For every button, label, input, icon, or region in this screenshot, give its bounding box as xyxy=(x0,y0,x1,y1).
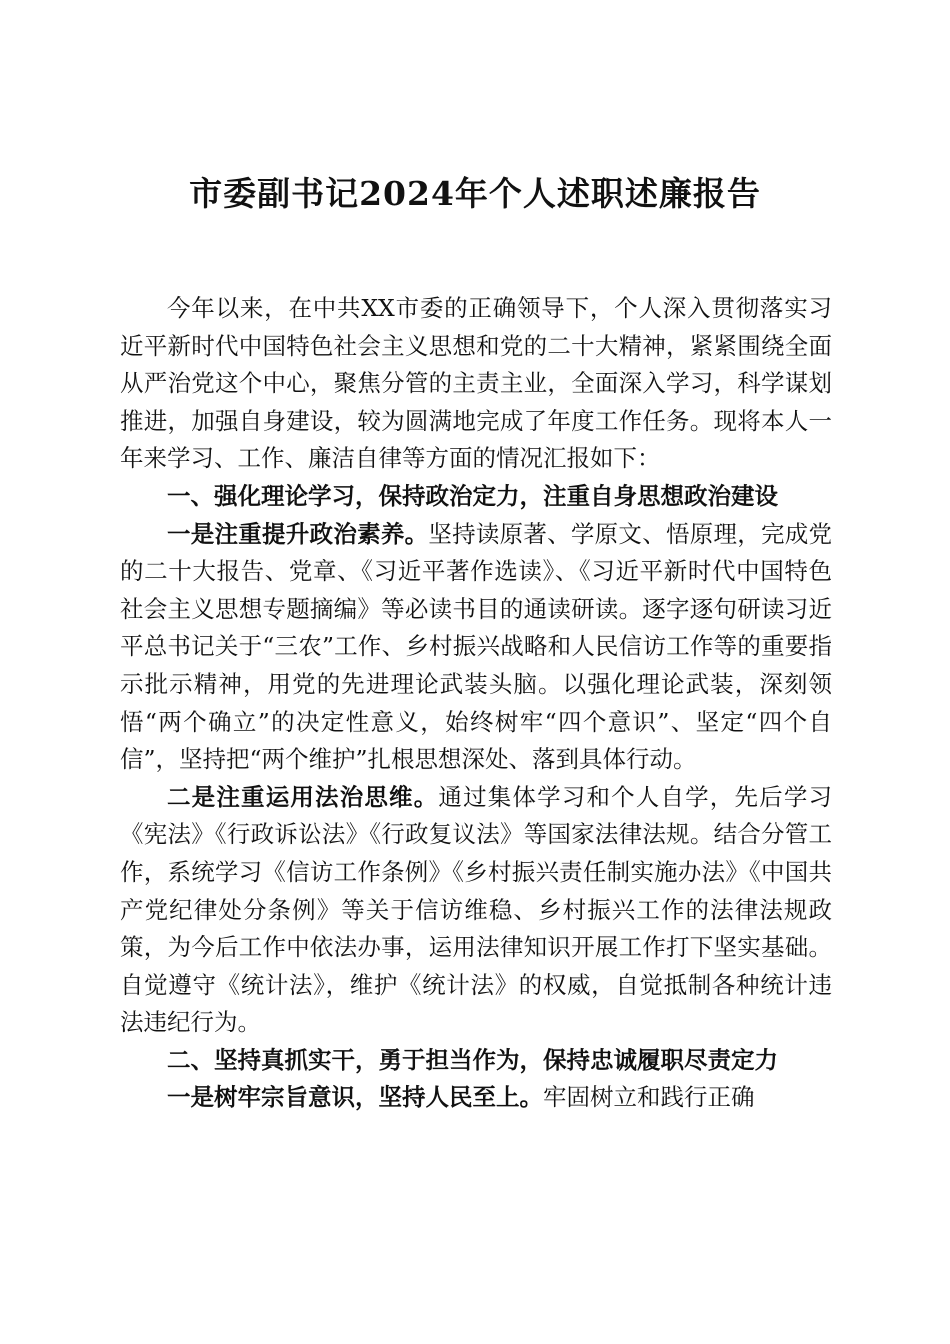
section-2-item-1 xyxy=(120,1079,832,1117)
document-title: 市委副书记2024年个人述职述廉报告 xyxy=(189,174,761,213)
section-2-heading: 二、坚持真抓实干，勇于担当作为，保持忠诚履职尽责定力 xyxy=(167,1045,778,1074)
section-1-item-2 xyxy=(120,779,832,1042)
section-1-item-2-text: 通过集体学习和个人自学，先后学习《宪法》《行政诉讼法》《行政复议法》等国家法律法规。结合分管工作，系统学习《信访工作条例》《乡村振兴责任制实施办法》《中国共产党纪律处分条例》等关于信访维稳、乡村振兴工作的法律法规政策，为今后工作中依法办事，运用法律知识开展工作打下坚实基础。自觉遵守《统计法》，维护《统计法》的权威，自觉抵制各种统计违法违纪行为。 xyxy=(120,782,833,1037)
section-1-item-1-text: 坚持读原著、学原文、悟原理，完成党的二十大报告、党章、《习近平著作选读》、《习近平新时代中国特色社会主义思想专题摘编》等必读书目的通读研读。逐字逐句研读习近平总书记关于“三农”工作、乡村振兴战略和人民信访工作等的重要指示批示精神，用党的先进理论武装头脑。以强化理论武装，深刻领悟“两个确立”的决定性意义，始终树牢“四个意识”、坚定“四个自信”，坚持把“两个维护”扎根思想深处、落到具体行动。 xyxy=(120,519,833,774)
document-body xyxy=(120,290,832,1117)
section-1-item-2-lead: 二是注重运用法治思维。 xyxy=(167,782,439,811)
section-2-item-1-lead: 一是树牢宗旨意识，坚持人民至上。 xyxy=(167,1083,543,1112)
section-1-item-1-lead: 一是注重提升政治素养。 xyxy=(167,519,429,548)
section-1-item-1 xyxy=(120,516,832,779)
section-2-item-1-text: 牢固树立和践行正确 xyxy=(543,1083,755,1112)
section-1-heading: 一、强化理论学习，保持政治定力，注重自身思想政治建设 xyxy=(167,481,778,510)
intro-paragraph: 今年以来，在中共XX市委的正确领导下，个人深入贯彻落实习近平新时代中国特色社会主义思想和党的二十大精神，紧紧围绕全面从严治党这个中心，聚焦分管的主责主业，全面深入学习，科学谋划推进，加强自身建设，较为圆满地完成了年度工作任务。现将本人一年来学习、工作、廉洁自律等方面的情况汇报如下： xyxy=(120,294,832,473)
